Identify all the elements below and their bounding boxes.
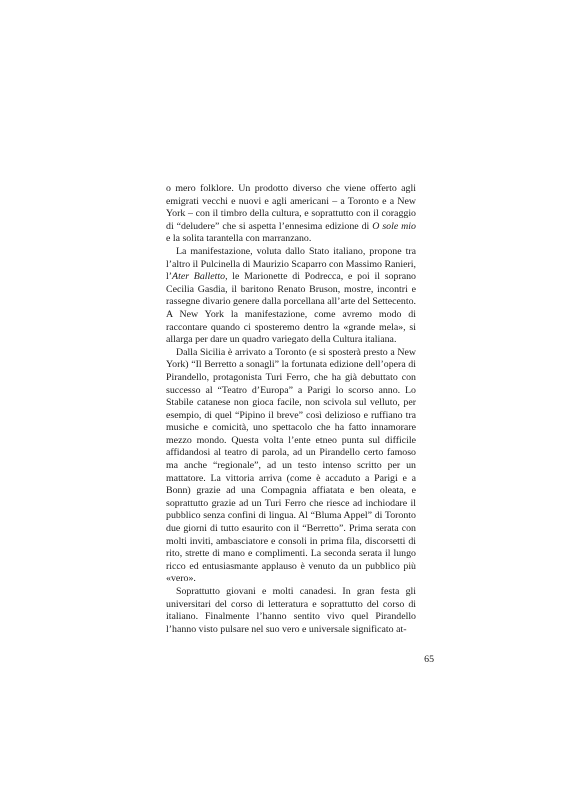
text-run: e la solita tarantella con marranzano. xyxy=(166,233,312,245)
italic-title: Ater Balletto xyxy=(172,271,226,283)
page-number: 65 xyxy=(424,654,434,665)
text-run: , le Marionette di Podrecca, e poi il soprano Cecilia Gasdia, il baritono Renato Bruson, mostre, incontri e rassegne divario genere dalla porcellana all’arte del Settecento. A New York la manifestazione, come avremo modo di raccontare quando ci sposteremo dentro la «grande mela», si allarga per dare un quadro variegato della Cultura italiana. xyxy=(166,271,416,346)
italic-title: O sole mio xyxy=(372,220,416,232)
paragraph: Soprattutto giovani e molti canadesi. In gran festa gli universitari del corso di letteratura e soprattutto del corso di italiano. Finalmente l’hanno sentito vivo quel Pirandello l’hanno visto pulsare nel suo vero e universale significato at- xyxy=(166,586,416,635)
text-run: o mero folklore. Un prodotto diverso che viene offerto agli emigrati vecchi e nuovi e agli americani – a Toronto e a New York – con il timbro della cultura, e soprattutto con il coraggio di “deludere” che si aspetta l’ennesima edizione di xyxy=(166,183,416,232)
paragraph: Dalla Sicilia è arrivato a Toronto (e si sposterà presto a New York) “Il Berretto a sonagli” la fortunata edizione dell’opera di Pirandello, protagonista Turi Ferro, che ha già debuttato con successo al “Teatro d’Europa” a Parigi lo scorso anno. Lo Stabile catanese non gioca facile, non scivola sul velluto, per esempio, di quel “Pipino il breve” così delizioso e ruffiano tra musiche e comicità, uno spettacolo che ha fatto innamorare mezzo mondo. Questa volta l’ente etneo punta sul difficile affidandosi al teatro di parola, ad un Pirandello certo famoso ma anche “regionale”, ad un testo intenso scritto per un mattatore. La vittoria arriva (come è accaduto a Parigi e a Bonn) grazie ad una Compagnia affiatata e ben oleata, e soprattutto grazie ad un Turi Ferro che riesce ad inchiodare il pubblico senza confini di lingua. Al “Bluma Appel” di Toronto due giorni di tutto esaurito con il “Berretto”. Prima serata con molti inviti, ambasciatore e consoli in prima fila, discorsetti di rito, strette di mano e complimenti. La seconda serata il lungo ricco ed entusiasmante applauso è venuto da un pubblico più «vero». xyxy=(166,346,416,585)
body-text xyxy=(166,183,416,636)
paragraph xyxy=(166,183,416,246)
text-run: La manifestazione, voluta dallo Stato italiano, propone tra l’altro il Pulcinella di Maurizio Scaparro con Massimo Ranieri, l’ xyxy=(166,245,416,283)
paragraph xyxy=(166,246,416,347)
